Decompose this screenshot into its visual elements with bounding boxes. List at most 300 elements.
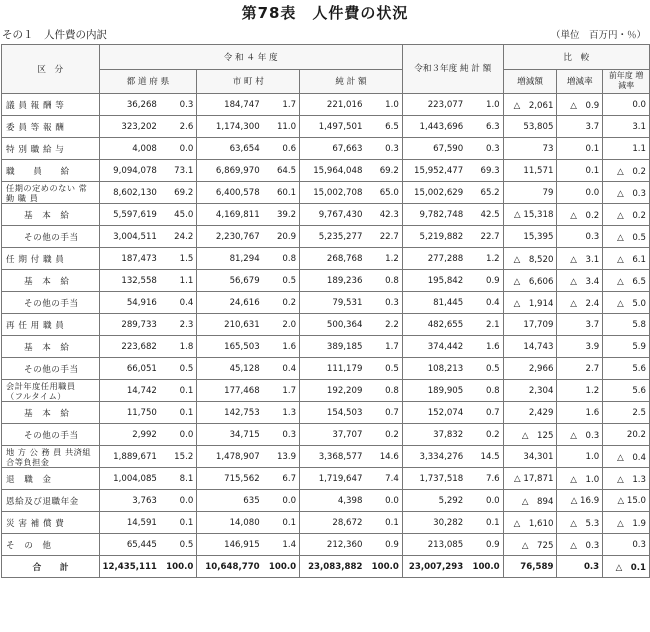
change-rate: 2.7 (557, 358, 603, 380)
municipality-value: 184,747 (197, 94, 263, 116)
row-label: 合 計 (2, 556, 100, 578)
municipality-ratio: 1.7 (263, 380, 300, 402)
change-rate: △ 5.3 (557, 512, 603, 534)
prefecture-ratio: 24.2 (160, 226, 197, 248)
prev-change-rate: △ 0.2 (603, 204, 650, 226)
prefecture-value: 289,733 (99, 314, 160, 336)
table-row (2, 380, 650, 402)
net-ratio: 0.7 (365, 402, 402, 424)
municipality-ratio: 20.9 (263, 226, 300, 248)
r3-ratio: 22.7 (466, 226, 503, 248)
municipality-value: 6,400,578 (197, 182, 263, 204)
net-value: 37,707 (300, 424, 366, 446)
net-ratio: 2.2 (365, 314, 402, 336)
prefecture-value: 12,435,111 (99, 556, 160, 578)
municipality-value: 6,869,970 (197, 160, 263, 182)
municipality-ratio: 0.1 (263, 512, 300, 534)
net-value: 28,672 (300, 512, 366, 534)
r3-ratio: 100.0 (466, 556, 503, 578)
net-ratio: 0.8 (365, 270, 402, 292)
r3-value: 482,655 (402, 314, 466, 336)
prev-change-rate: △ 0.4 (603, 446, 650, 468)
net-ratio: 65.0 (365, 182, 402, 204)
net-ratio: 69.2 (365, 160, 402, 182)
municipality-ratio: 11.0 (263, 116, 300, 138)
change-rate: 1.0 (557, 446, 603, 468)
row-label: 会計年度任用職員 （フルタイム） (2, 380, 100, 402)
table-row (2, 160, 650, 182)
municipality-value: 142,753 (197, 402, 263, 424)
change-amount: 76,589 (503, 556, 557, 578)
r3-ratio: 0.0 (466, 490, 503, 512)
r3-value: 5,219,882 (402, 226, 466, 248)
header-comparison: 比 較 (503, 45, 649, 70)
r3-ratio: 0.9 (466, 270, 503, 292)
row-label: 委 員 等 報 酬 (2, 116, 100, 138)
change-amount: 73 (503, 138, 557, 160)
municipality-value: 56,679 (197, 270, 263, 292)
r3-ratio: 14.5 (466, 446, 503, 468)
table-subtitle: その１ 人件費の内訳 (2, 29, 107, 41)
prev-change-rate: △ 0.1 (603, 556, 650, 578)
row-label: 基 本 給 (2, 270, 100, 292)
municipality-value: 1,174,300 (197, 116, 263, 138)
net-value: 154,503 (300, 402, 366, 424)
prev-change-rate: 5.8 (603, 314, 650, 336)
municipality-ratio: 0.3 (263, 424, 300, 446)
municipality-ratio: 13.9 (263, 446, 300, 468)
table-row (2, 402, 650, 424)
r3-value: 5,292 (402, 490, 466, 512)
prefecture-ratio: 1.8 (160, 336, 197, 358)
change-rate: △ 0.3 (557, 534, 603, 556)
net-value: 67,663 (300, 138, 366, 160)
net-ratio: 42.3 (365, 204, 402, 226)
net-value: 389,185 (300, 336, 366, 358)
prefecture-ratio: 0.1 (160, 512, 197, 534)
prefecture-value: 14,591 (99, 512, 160, 534)
change-rate: △ 0.2 (557, 204, 603, 226)
prefecture-value: 1,004,085 (99, 468, 160, 490)
prev-change-rate: 1.1 (603, 138, 650, 160)
table-row (2, 314, 650, 336)
prefecture-value: 14,742 (99, 380, 160, 402)
net-value: 9,767,430 (300, 204, 366, 226)
r3-value: 23,007,293 (402, 556, 466, 578)
r3-ratio: 6.3 (466, 116, 503, 138)
prev-change-rate: 0.0 (603, 94, 650, 116)
prefecture-ratio: 45.0 (160, 204, 197, 226)
row-label: その他の手当 (2, 424, 100, 446)
table-row (2, 336, 650, 358)
municipality-ratio: 0.4 (263, 358, 300, 380)
municipality-value: 34,715 (197, 424, 263, 446)
row-label: 特 別 職 給 与 (2, 138, 100, 160)
row-label: 災 害 補 償 費 (2, 512, 100, 534)
prefecture-ratio: 0.3 (160, 94, 197, 116)
prefecture-value: 54,916 (99, 292, 160, 314)
prefecture-ratio: 0.5 (160, 534, 197, 556)
net-value: 268,768 (300, 248, 366, 270)
r3-value: 1,737,518 (402, 468, 466, 490)
total-row (2, 556, 650, 578)
table-row (2, 358, 650, 380)
change-rate: 0.0 (557, 182, 603, 204)
r3-ratio: 7.6 (466, 468, 503, 490)
change-rate: 0.3 (557, 226, 603, 248)
change-rate: △ 3.1 (557, 248, 603, 270)
r3-value: 277,288 (402, 248, 466, 270)
municipality-ratio: 60.1 (263, 182, 300, 204)
municipality-value: 10,648,770 (197, 556, 263, 578)
r3-ratio: 42.5 (466, 204, 503, 226)
table-row (2, 138, 650, 160)
net-value: 1,497,501 (300, 116, 366, 138)
net-value: 500,364 (300, 314, 366, 336)
table-row (2, 182, 650, 204)
net-ratio: 0.0 (365, 490, 402, 512)
prev-change-rate: △ 6.5 (603, 270, 650, 292)
header-net-total: 純 計 額 (300, 69, 403, 94)
change-amount: △ 8,520 (503, 248, 557, 270)
municipality-ratio: 1.3 (263, 402, 300, 424)
net-value: 23,083,882 (300, 556, 366, 578)
r3-ratio: 0.3 (466, 138, 503, 160)
r3-value: 152,074 (402, 402, 466, 424)
change-amount: 15,395 (503, 226, 557, 248)
change-amount: 53,805 (503, 116, 557, 138)
municipality-value: 1,478,907 (197, 446, 263, 468)
net-ratio: 6.5 (365, 116, 402, 138)
net-value: 4,398 (300, 490, 366, 512)
prev-change-rate: 3.1 (603, 116, 650, 138)
row-label: 再 任 用 職 員 (2, 314, 100, 336)
r3-value: 3,334,276 (402, 446, 466, 468)
r3-ratio: 1.6 (466, 336, 503, 358)
change-amount: 2,429 (503, 402, 557, 424)
municipality-value: 177,468 (197, 380, 263, 402)
municipality-value: 2,230,767 (197, 226, 263, 248)
r3-value: 81,445 (402, 292, 466, 314)
table-row (2, 534, 650, 556)
table-row (2, 490, 650, 512)
prefecture-ratio: 0.0 (160, 138, 197, 160)
prefecture-ratio: 15.2 (160, 446, 197, 468)
table-row (2, 226, 650, 248)
prefecture-ratio: 0.1 (160, 380, 197, 402)
r3-ratio: 0.1 (466, 512, 503, 534)
net-value: 221,016 (300, 94, 366, 116)
municipality-value: 715,562 (197, 468, 263, 490)
prefecture-value: 3,763 (99, 490, 160, 512)
prefecture-ratio: 1.1 (160, 270, 197, 292)
r3-value: 189,905 (402, 380, 466, 402)
table-row (2, 292, 650, 314)
table-row (2, 468, 650, 490)
change-amount: 14,743 (503, 336, 557, 358)
change-rate: △ 2.4 (557, 292, 603, 314)
net-value: 15,964,048 (300, 160, 366, 182)
table-row (2, 94, 650, 116)
change-rate: 1.6 (557, 402, 603, 424)
prefecture-ratio: 1.5 (160, 248, 197, 270)
prev-change-rate: △ 5.0 (603, 292, 650, 314)
row-label: 職 員 給 (2, 160, 100, 182)
r3-value: 108,213 (402, 358, 466, 380)
net-ratio: 0.8 (365, 380, 402, 402)
change-amount: △ 6,606 (503, 270, 557, 292)
change-amount: △ 2,061 (503, 94, 557, 116)
municipality-ratio: 0.2 (263, 292, 300, 314)
change-rate: △ 3.4 (557, 270, 603, 292)
r3-ratio: 2.1 (466, 314, 503, 336)
r3-value: 67,590 (402, 138, 466, 160)
personnel-cost-table (1, 44, 650, 578)
prev-change-rate: △ 0.5 (603, 226, 650, 248)
prev-change-rate: 5.9 (603, 336, 650, 358)
change-rate: △ 0.3 (557, 424, 603, 446)
municipality-ratio: 2.0 (263, 314, 300, 336)
row-label: そ の 他 (2, 534, 100, 556)
table-row (2, 248, 650, 270)
prefecture-ratio: 2.6 (160, 116, 197, 138)
change-amount: △ 725 (503, 534, 557, 556)
header-municipalities: 市 町 村 (197, 69, 300, 94)
net-ratio: 0.2 (365, 424, 402, 446)
change-rate: △ 1.0 (557, 468, 603, 490)
r3-value: 374,442 (402, 336, 466, 358)
prefecture-ratio: 0.5 (160, 358, 197, 380)
municipality-value: 635 (197, 490, 263, 512)
change-rate: 3.9 (557, 336, 603, 358)
table-row (2, 204, 650, 226)
change-amount: 2,966 (503, 358, 557, 380)
change-amount: △ 125 (503, 424, 557, 446)
r3-value: 223,077 (402, 94, 466, 116)
net-value: 111,179 (300, 358, 366, 380)
row-label: 任期の定めのない 常 勤 職 員 (2, 182, 100, 204)
municipality-value: 165,503 (197, 336, 263, 358)
prefecture-value: 65,445 (99, 534, 160, 556)
prefecture-value: 66,051 (99, 358, 160, 380)
change-amount: 2,304 (503, 380, 557, 402)
r3-ratio: 0.7 (466, 402, 503, 424)
municipality-value: 210,631 (197, 314, 263, 336)
prefecture-ratio: 2.3 (160, 314, 197, 336)
change-rate: 3.7 (557, 314, 603, 336)
municipality-ratio: 1.4 (263, 534, 300, 556)
change-rate: 1.2 (557, 380, 603, 402)
change-amount: △ 894 (503, 490, 557, 512)
prefecture-value: 223,682 (99, 336, 160, 358)
net-value: 192,209 (300, 380, 366, 402)
row-label: 議 員 報 酬 等 (2, 94, 100, 116)
prefecture-ratio: 0.1 (160, 402, 197, 424)
table-row (2, 116, 650, 138)
table-row (2, 270, 650, 292)
change-amount: 17,709 (503, 314, 557, 336)
prev-change-rate: △ 0.3 (603, 182, 650, 204)
prev-change-rate: 5.6 (603, 358, 650, 380)
r3-ratio: 0.2 (466, 424, 503, 446)
prefecture-value: 187,473 (99, 248, 160, 270)
r3-ratio: 1.2 (466, 248, 503, 270)
municipality-ratio: 0.6 (263, 138, 300, 160)
net-ratio: 100.0 (365, 556, 402, 578)
r3-value: 30,282 (402, 512, 466, 534)
prefecture-ratio: 69.2 (160, 182, 197, 204)
municipality-ratio: 0.0 (263, 490, 300, 512)
prefecture-value: 8,602,130 (99, 182, 160, 204)
r3-value: 15,952,477 (402, 160, 466, 182)
r3-value: 15,002,629 (402, 182, 466, 204)
header-r3: 令和３年度 純 計 額 (402, 45, 503, 94)
row-label: 基 本 給 (2, 336, 100, 358)
table-row (2, 446, 650, 468)
net-ratio: 1.7 (365, 336, 402, 358)
prefecture-value: 2,992 (99, 424, 160, 446)
header-prefectures: 都 道 府 県 (99, 69, 197, 94)
net-ratio: 0.9 (365, 534, 402, 556)
municipality-ratio: 6.7 (263, 468, 300, 490)
header-change-amount: 増減額 (503, 69, 557, 94)
change-rate: △ 16.9 (557, 490, 603, 512)
r3-ratio: 0.4 (466, 292, 503, 314)
prefecture-ratio: 100.0 (160, 556, 197, 578)
r3-ratio: 69.3 (466, 160, 503, 182)
prefecture-ratio: 8.1 (160, 468, 197, 490)
prev-change-rate: 20.2 (603, 424, 650, 446)
municipality-value: 4,169,811 (197, 204, 263, 226)
net-ratio: 7.4 (365, 468, 402, 490)
net-ratio: 1.2 (365, 248, 402, 270)
r3-value: 1,443,696 (402, 116, 466, 138)
municipality-value: 14,080 (197, 512, 263, 534)
prev-change-rate: △ 6.1 (603, 248, 650, 270)
net-value: 79,531 (300, 292, 366, 314)
municipality-value: 81,294 (197, 248, 263, 270)
r3-value: 213,085 (402, 534, 466, 556)
r3-ratio: 1.0 (466, 94, 503, 116)
net-ratio: 0.3 (365, 292, 402, 314)
header-change-rate: 増減率 (557, 69, 603, 94)
change-rate: 0.1 (557, 138, 603, 160)
r3-value: 195,842 (402, 270, 466, 292)
prefecture-value: 3,004,511 (99, 226, 160, 248)
prev-change-rate: △ 15.0 (603, 490, 650, 512)
r3-ratio: 0.9 (466, 534, 503, 556)
prefecture-value: 36,268 (99, 94, 160, 116)
prev-change-rate: 0.3 (603, 534, 650, 556)
prefecture-ratio: 0.4 (160, 292, 197, 314)
r3-ratio: 65.2 (466, 182, 503, 204)
municipality-ratio: 64.5 (263, 160, 300, 182)
net-ratio: 14.6 (365, 446, 402, 468)
r3-ratio: 0.5 (466, 358, 503, 380)
change-amount: 11,571 (503, 160, 557, 182)
municipality-ratio: 100.0 (263, 556, 300, 578)
prev-change-rate: △ 1.9 (603, 512, 650, 534)
prev-change-rate: △ 0.2 (603, 160, 650, 182)
header-category: 区 分 (2, 45, 100, 94)
prev-change-rate: 5.6 (603, 380, 650, 402)
prefecture-ratio: 0.0 (160, 424, 197, 446)
row-label: 退 職 金 (2, 468, 100, 490)
row-label: 基 本 給 (2, 204, 100, 226)
change-amount: △ 1,914 (503, 292, 557, 314)
change-amount: 79 (503, 182, 557, 204)
row-label: 地 方 公 務 員 共済組合等負担金 (2, 446, 100, 468)
municipality-ratio: 0.5 (263, 270, 300, 292)
change-amount: △ 1,610 (503, 512, 557, 534)
page-title: 第78表 人件費の状況 (241, 4, 409, 22)
table-row (2, 512, 650, 534)
row-label: その他の手当 (2, 226, 100, 248)
change-rate: 3.7 (557, 116, 603, 138)
prefecture-value: 132,558 (99, 270, 160, 292)
municipality-value: 146,915 (197, 534, 263, 556)
prefecture-ratio: 73.1 (160, 160, 197, 182)
net-ratio: 0.1 (365, 512, 402, 534)
municipality-ratio: 39.2 (263, 204, 300, 226)
prefecture-value: 9,094,078 (99, 160, 160, 182)
net-value: 212,360 (300, 534, 366, 556)
row-label: その他の手当 (2, 358, 100, 380)
header-r4: 令 和 ４ 年 度 (99, 45, 402, 70)
net-ratio: 22.7 (365, 226, 402, 248)
net-value: 189,236 (300, 270, 366, 292)
table-row (2, 424, 650, 446)
municipality-value: 24,616 (197, 292, 263, 314)
prev-change-rate: 2.5 (603, 402, 650, 424)
prefecture-value: 4,008 (99, 138, 160, 160)
municipality-ratio: 1.7 (263, 94, 300, 116)
net-value: 3,368,577 (300, 446, 366, 468)
table-body (2, 94, 650, 578)
change-rate: 0.1 (557, 160, 603, 182)
row-label: 恩給及び退職年金 (2, 490, 100, 512)
change-rate: △ 0.9 (557, 94, 603, 116)
prefecture-value: 5,597,619 (99, 204, 160, 226)
prefecture-value: 1,889,671 (99, 446, 160, 468)
prefecture-value: 11,750 (99, 402, 160, 424)
prefecture-ratio: 0.0 (160, 490, 197, 512)
net-ratio: 0.3 (365, 138, 402, 160)
net-value: 15,002,708 (300, 182, 366, 204)
municipality-ratio: 0.8 (263, 248, 300, 270)
change-amount: △ 17,871 (503, 468, 557, 490)
municipality-value: 63,654 (197, 138, 263, 160)
net-value: 1,719,647 (300, 468, 366, 490)
row-label: 任 期 付 職 員 (2, 248, 100, 270)
header-prev-change-rate: 前年度 増減率 (603, 69, 650, 94)
row-label: 基 本 給 (2, 402, 100, 424)
row-label: その他の手当 (2, 292, 100, 314)
unit-note: （単位 百万円・％） (550, 30, 646, 41)
r3-value: 37,832 (402, 424, 466, 446)
prefecture-value: 323,202 (99, 116, 160, 138)
prev-change-rate: △ 1.3 (603, 468, 650, 490)
change-amount: △ 15,318 (503, 204, 557, 226)
municipality-ratio: 1.6 (263, 336, 300, 358)
net-ratio: 0.5 (365, 358, 402, 380)
r3-ratio: 0.8 (466, 380, 503, 402)
r3-value: 9,782,748 (402, 204, 466, 226)
net-value: 5,235,277 (300, 226, 366, 248)
change-amount: 34,301 (503, 446, 557, 468)
net-ratio: 1.0 (365, 94, 402, 116)
change-rate: 0.3 (557, 556, 603, 578)
